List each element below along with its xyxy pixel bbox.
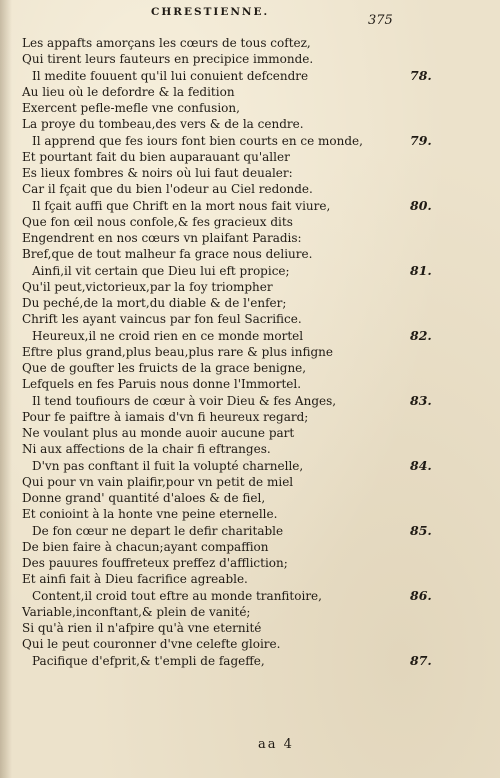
stanza-number: 87.: [410, 652, 432, 668]
verse-block: [22, 35, 394, 669]
verse-line: Car il fçait que du bien l'odeur au Ciel redonde.: [22, 182, 313, 197]
stanza-number: 80.: [410, 197, 432, 213]
stanza-number: 79.: [410, 132, 432, 148]
verse-line: Et ainfi fait à Dieu facrifice agreable.: [22, 572, 248, 587]
verse-line: Au lieu où le defordre & la fedition: [22, 84, 235, 99]
verse-line: Heureux,il ne croid rien en ce monde mortel: [32, 328, 304, 343]
verse-line: Il tend toufiours de cœur à voir Dieu & fes Anges,: [32, 393, 337, 408]
stanza-number: 86.: [410, 587, 432, 603]
verse-line: Exercent pefle-mefle vne confusion,: [22, 101, 240, 115]
signature-mark: aa 4: [258, 737, 294, 752]
verse-line: Il apprend que fes iours font bien courts en ce monde,: [32, 133, 363, 148]
verse-line: Qui tirent leurs fauteurs en precipice immonde.: [22, 52, 314, 67]
verse-line: Ainfi,il vit certain que Dieu lui eft propice;: [32, 263, 290, 278]
stanza-number: 85.: [410, 522, 432, 538]
running-head: CHRESTIENNE.: [151, 6, 270, 18]
verse-line: Et conioint à la honte vne peine eternelle.: [22, 507, 278, 522]
verse-line: Donne grand' quantité d'aloes & de fiel,: [22, 491, 266, 505]
verse-line: La proye du tombeau,des vers & de la cendre.: [22, 117, 304, 132]
verse-line: Pacifique d'efprit,& t'empli de fageffe,: [32, 653, 265, 668]
verse-line: Eftre plus grand,plus beau,plus rare & plus infigne: [22, 344, 333, 359]
verse-line: Du peché,de la mort,du diable & de l'enfer;: [22, 296, 287, 310]
verse-line: Engendrent en nos cœurs vn plaifant Paradis:: [22, 231, 302, 245]
verse-line: Il fçait auffi que Chrift en la mort nous fait viure,: [32, 198, 331, 213]
verse-line: Qui pour vn vain plaifir,pour vn petit de miel: [22, 474, 294, 489]
verse-line: De fon cœur ne depart le defir charitable: [32, 523, 284, 538]
verse-line: Pour fe paiftre à iamais d'vn fi heureux regard;: [22, 409, 309, 424]
page-number: 375: [368, 13, 393, 28]
verse-line: De bien faire à chacun;ayant compaffion: [22, 539, 269, 554]
verse-line: Variable,inconftant,& plein de vanité;: [22, 604, 251, 619]
verse-line: D'vn pas conftant il fuit la volupté charnelle,: [32, 458, 304, 473]
verse-line: Si qu'à rien il n'afpire qu'à vne eternité: [22, 621, 262, 635]
verse-line: Qu'il peut,victorieux,par la foy triompher: [22, 279, 273, 294]
verse-line: Des pauures fouffreteux preffez d'affliction;: [22, 556, 288, 570]
verse-line: Que de goufter les fruicts de la grace benigne,: [22, 361, 307, 375]
verse-line: Ne voulant plus au monde auoir aucune part: [22, 426, 295, 440]
verse-line: Es lieux fombres & noirs où lui faut deualer:: [22, 166, 293, 180]
stanza-number: 82.: [410, 327, 432, 343]
verse-line: Lefquels en fes Paruis nous donne l'Immortel.: [22, 377, 302, 392]
verse-line: Que fon œil nous confole,& fes gracieux dits: [22, 214, 293, 229]
spine-shadow: [0, 0, 12, 778]
verse-line: Content,il croid tout eftre au monde tranfitoire,: [32, 588, 322, 603]
stanza-number: 83.: [410, 392, 432, 408]
verse-line: Ni aux affections de la chair fi eftranges.: [22, 442, 271, 457]
verse-line: Qui le peut couronner d'vne celefte gloire.: [22, 637, 281, 652]
stanza-number: 81.: [410, 262, 432, 278]
verse-line: Les appafts amorçans les cœurs de tous coftez,: [22, 36, 311, 50]
stanza-number: 78.: [410, 67, 432, 83]
stanza-number: 84.: [410, 457, 432, 473]
verse-line: Bref,que de tout malheur fa grace nous deliure.: [22, 247, 313, 262]
verse-line: Il medite fouuent qu'il lui conuient defcendre: [32, 68, 309, 83]
verse-line: Chrift les ayant vaincus par fon feul Sacrifice.: [22, 312, 302, 327]
verse-line: Et pourtant fait du bien auparauant qu'aller: [22, 149, 290, 164]
